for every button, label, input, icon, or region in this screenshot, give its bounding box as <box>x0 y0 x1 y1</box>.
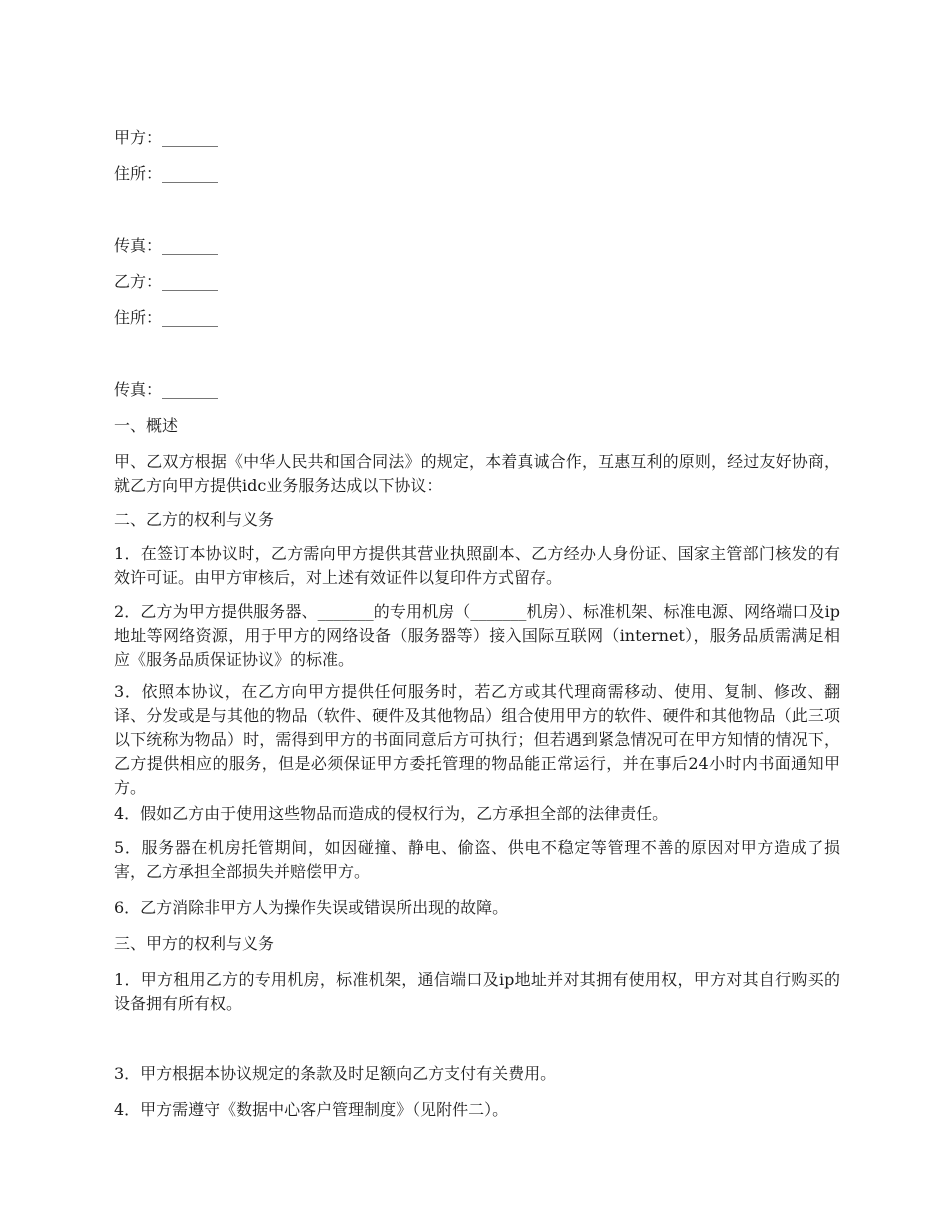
section-3-clause-1: 1．甲方租用乙方的专用机房，标准机架，通信端口及ip地址并对其拥有使用权，甲方对其自行购买的设备拥有所有权。 <box>114 970 840 1013</box>
section-1-body: 甲、乙双方根据《中华人民共和国合同法》的规定，本着真诚合作，互惠互利的原则，经过友好协商，就乙方向甲方提供idc业务服务达成以下协议： <box>114 452 840 495</box>
section-2-clause-2: 2．乙方为甲方提供服务器、_______的专用机房（_______机房）、标准机架、标准电源、网络端口及ip地址等网络资源，用于甲方的网络设备（服务器等）接入国际互联网（internet），服务品质需满足相应《服务品质保证协议》的标准。 <box>114 602 840 669</box>
section-1-heading: 一、概述 <box>114 416 179 435</box>
section-2-clause-3: 3．依照本协议，在乙方向甲方提供任何服务时，若乙方或其代理商需移动、使用、复制、修改、翻译、分发或是与其他的物品（软件、硬件及其他物品）组合使用甲方的软件、硬件和其他物品（此三项以下统称为物品）时，需得到甲方的书面同意后方可执行；但若遇到紧急情况可在甲方知情的情况下，乙方提供相应的服务，但是必须保证甲方委托管理的物品能正常运行，并在事后24小时内书面通知甲方。 <box>114 682 840 797</box>
party-b-field: 乙方：_______ <box>114 272 219 291</box>
section-2-clause-1: 1．在签订本协议时，乙方需向甲方提供其营业执照副本、乙方经办人身份证、国家主管部门核发的有效许可证。由甲方审核后，对上述有效证件以复印件方式留存。 <box>114 544 840 587</box>
section-3-clause-3: 3．甲方根据本协议规定的条款及时足额向乙方支付有关费用。 <box>114 1064 557 1083</box>
section-2-heading: 二、乙方的权利与义务 <box>114 510 275 529</box>
party-a-field: 甲方：_______ <box>114 128 219 147</box>
party-a-fax-field: 传真：_______ <box>114 236 219 255</box>
section-3-heading: 三、甲方的权利与义务 <box>114 934 275 953</box>
party-a-address-field: 住所：_______ <box>114 164 219 183</box>
section-3-clause-4: 4．甲方需遵守《数据中心客户管理制度》（见附件二）。 <box>114 1100 509 1119</box>
party-b-fax-field: 传真：_______ <box>114 380 219 399</box>
section-2-clause-4: 4．假如乙方由于使用这些物品而造成的侵权行为，乙方承担全部的法律责任。 <box>114 804 669 823</box>
party-b-address-field: 住所：_______ <box>114 308 219 327</box>
section-2-clause-6: 6．乙方消除非甲方人为操作失误或错误所出现的故障。 <box>114 898 509 917</box>
section-2-clause-5: 5．服务器在机房托管期间，如因碰撞、静电、偷盗、供电不稳定等管理不善的原因对甲方造成了损害，乙方承担全部损失并赔偿甲方。 <box>114 838 840 881</box>
